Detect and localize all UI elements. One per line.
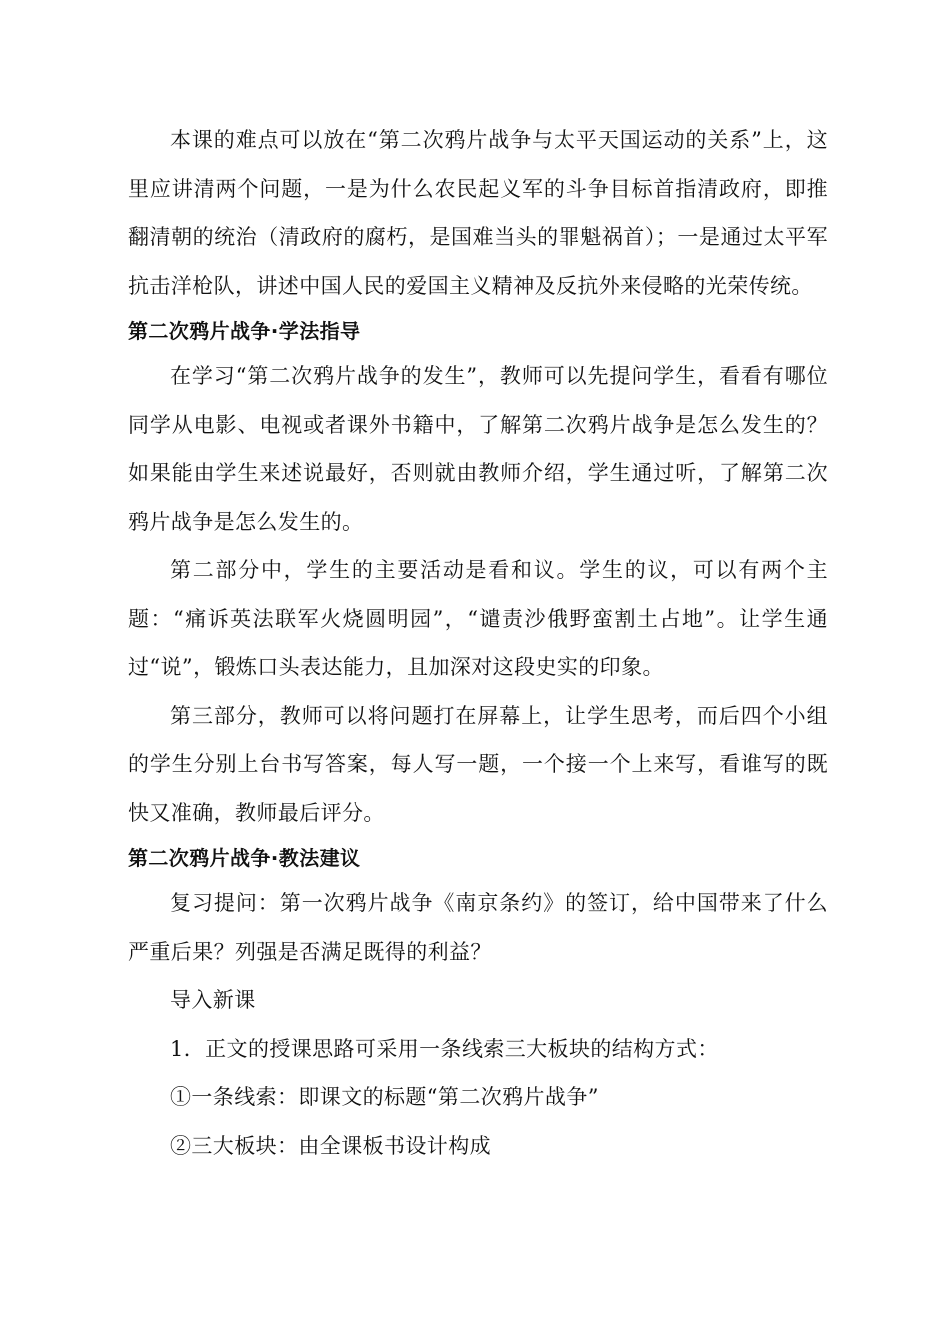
paragraph-review-question: 复习提问：第一次鸦片战争《南京条约》的签订，给中国带来了什么严重后果？列强是否满足既得的利益？ xyxy=(128,891,828,964)
document-body xyxy=(128,116,828,1170)
paragraph-part-three: 第三部分，教师可以将问题打在屏幕上，让学生思考，而后四个小组的学生分别上台书写答案，每人写一题，一个接一个上来写，看谁写的既快又准确，教师最后评分。 xyxy=(128,703,828,825)
paragraph-structure: 1．正文的授课思路可采用一条线索三大板块的结构方式： xyxy=(170,1036,719,1061)
paragraph-one-clue: ①一条线索：即课文的标题“第二次鸦片战争” xyxy=(170,1085,599,1109)
paragraph-three-blocks: ②三大板块：由全课板书设计构成 xyxy=(170,1133,491,1158)
heading-teaching-advice: 第二次鸦片战争·教法建议 xyxy=(128,846,361,870)
paragraph-difficulty: 本课的难点可以放在“第二次鸦片战争与太平天国运动的关系”上，这里应讲清两个问题，一是为什么农民起义军的斗争目标首指清政府，即推翻清朝的统治（清政府的腐朽，是国难当头的罪魁祸首）；一是通过太平军抗击洋枪队，讲述中国人民的爱国主义精神及反抗外来侵略的光荣传统。 xyxy=(128,128,828,298)
heading-study-guide: 第二次鸦片战争·学法指导 xyxy=(128,319,361,343)
paragraph-part-two: 第二部分中，学生的主要活动是看和议。学生的议，可以有两个主题：“痛诉英法联军火烧圆明园”，“谴责沙俄野蛮割土占地”。让学生通过“说”，锻炼口头表达能力，且加深对这段史实的印象。 xyxy=(128,558,828,679)
paragraph-study-intro: 在学习“第二次鸦片战争的发生”，教师可以先提问学生，看看有哪位同学从电影、电视或者课外书籍中，了解第二次鸦片战争是怎么发生的？如果能由学生来述说最好，否则就由教师介绍，学生通过听，了解第二次鸦片战争是怎么发生的。 xyxy=(128,364,828,534)
paragraph-new-lesson: 导入新课 xyxy=(170,988,256,1012)
